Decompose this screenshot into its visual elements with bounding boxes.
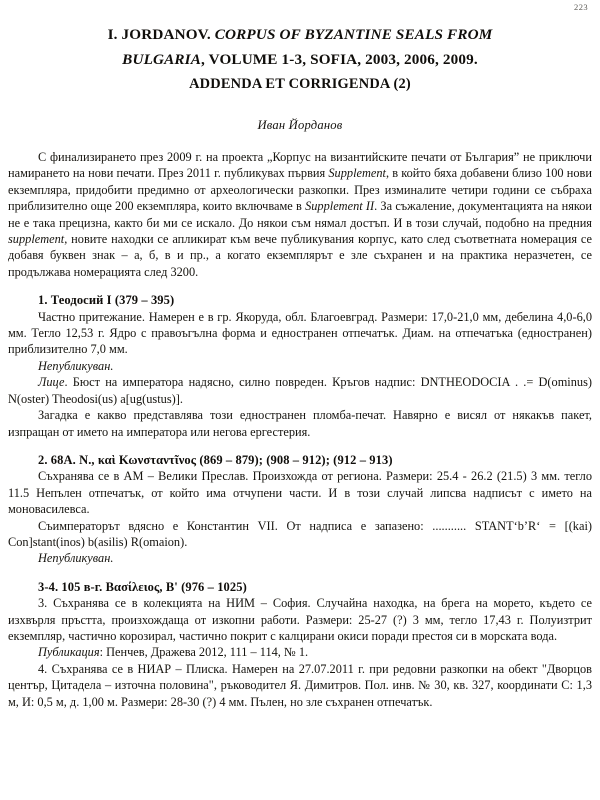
intro-text-c: . За съжаление, документацията на някои не е така прецизна, както би ми се искало. До някои съм нямал достъп. И в този случай, подобно на предния xyxy=(8,199,593,230)
entry-2-unpublished-label: Непубликуван. xyxy=(38,551,114,566)
title-line-2-italic: BULGARIA xyxy=(122,51,202,68)
page-title xyxy=(8,0,592,97)
entry-3-heading-suffix: , B' (976 – 1025) xyxy=(159,579,247,594)
intro-supplement-1: Supplement xyxy=(328,166,386,181)
title-line-2-plain: , VOLUME 1-3, SOFIA, 2003, 2006, 2009. xyxy=(201,51,478,68)
entry-3-heading xyxy=(8,579,592,595)
spacer xyxy=(8,440,592,452)
entry-3-body-1: 3. Съхранява се в колекцията на НИМ – София. Случайна находка, на брега на морето, където се изхвърля пръстта, произхождаща от изкопни работи. Размери: 25-27 (?) 3 мм, тегло 17,43 г. Полуизтрит екземпляр, частично корозирал, частично покрит с калцирани окиси поради престоя си в морската вода. xyxy=(8,596,592,643)
entry-3-publication-note xyxy=(8,644,592,660)
title-line-2 xyxy=(8,47,592,72)
entry-2-heading-greek: καὶ Κωνσταντῖνος xyxy=(97,452,197,467)
entry-2-unpublished-note xyxy=(8,550,592,566)
spacer xyxy=(8,567,592,579)
entry-2-body-1: Съхранява се в АМ – Велики Преслав. Произхожда от региона. Размери: 25.4 - 26.2 (21.5) 3 мм. тегло 11.5 Непълен отпечатък, от който има отчупени части. И в този случай липсва надписът с името на моновасилевса. xyxy=(8,469,592,517)
intro-paragraph xyxy=(8,149,592,280)
spacer xyxy=(8,280,592,292)
entry-2-body-2: Съимператорът вдясно е Константин VII. От надписа е запазено: ........... STANT‘b’R‘ = [(kai) Con]stant(inos) b(asilis) R(omaion). xyxy=(8,518,592,549)
body-content xyxy=(8,149,592,710)
entry-1-body-2: Загадка е какво представлява този едностранен пломба-печат. Навярно е висял от някакъв пакет, изпращан от името на императора или негова ергестерия. xyxy=(8,408,592,439)
title-line-1-italic: CORPUS OF BYZANTINE SEALS FROM xyxy=(214,26,493,43)
entry-4-body: 4. Съхранява се в НИАР – Плиска. Намерен на 27.07.2011 г. при редовни разкопки на обект "Дворцов център, Цитадела – източна половина", ръководител Я. Димитров. Пол. инв. № 30, кв. 327, координати С: 1,3 м, И: 0,5 м, д. 1,00 м. Размери: 28-30 (?) 4 мм. Пълен, но зле съхранен отпечатък. xyxy=(8,661,592,709)
entry-1-face-text: . Бюст на императора надясно, силно повреден. Кръгов надпис: DNTHEODOCIA . .= D(ominus) N(oster) Theodosi(us) a[ug(ustus)]. xyxy=(8,375,592,406)
intro-text-b: , в който бяха добавени близо 100 нови екземпляра, придобити предимно от археологически разкопки. През изминалите четири години се събраха приблизително още 200 екземпляра, които включваме в xyxy=(8,166,592,214)
intro-supplement-3: supplement xyxy=(8,232,65,247)
intro-supplement-2: Supplement II xyxy=(305,199,375,214)
entry-1-unpublished-note xyxy=(8,358,592,374)
title-line-3: ADDENDA ET CORRIGENDA (2) xyxy=(189,76,411,92)
entry-1-unpublished-label: Непубликуван. xyxy=(38,358,114,373)
intro-text-d: , новите находки се апликират към вече публикувания корпус, като след съответната номерация се добавя буквен знак – а, б, в и пр., а когато екземплярът е зле съхранен и на практика неразчетен, се продължава номерацията след 3200. xyxy=(8,232,592,279)
entry-1-face-description xyxy=(8,374,592,407)
entry-1-face-label: Лице xyxy=(38,375,65,390)
entry-2-heading-prefix: 2. 68A. N., xyxy=(38,452,98,467)
entry-1-heading: 1. Теодосий I (379 – 395) xyxy=(38,293,175,308)
entry-1-body-1: Частно притежание. Намерен е в гр. Якоруда, обл. Благоевград. Размери: 17,0-21,0 мм, дебелина 4,0-6,0 мм. Тегло 12,53 г. Ядро с правоъгълна форма и едностранен отпечатък. Диам. на отпечатъка (едностранен) приблизително 7,0 мм. xyxy=(8,309,592,357)
entry-3-heading-prefix: 3-4. 105 в-г. xyxy=(38,579,106,594)
entry-3-publication-label: Публикация xyxy=(38,645,100,660)
entry-3-heading-greek: Βασίλειος xyxy=(105,579,160,594)
intro-text-a: С финализирането през 2009 г. на проекта „Корпус на византийските печати от България” не приключи намирането на нови печати. През 2011 г. публикувах първия xyxy=(8,150,592,181)
entry-3-publication-text: : Пенчев, Дражева 2012, 111 – 114, № 1. xyxy=(99,645,309,660)
author-name: Иван Йорданов xyxy=(257,118,343,132)
title-line-1 xyxy=(8,22,592,47)
title-line-1-plain: I. JORDANOV. xyxy=(107,26,215,43)
page-number: 223 xyxy=(574,2,588,12)
entry-2-heading-suffix: (869 – 879); (908 – 912); (912 – 913) xyxy=(196,452,393,467)
entry-2-heading xyxy=(8,452,592,468)
